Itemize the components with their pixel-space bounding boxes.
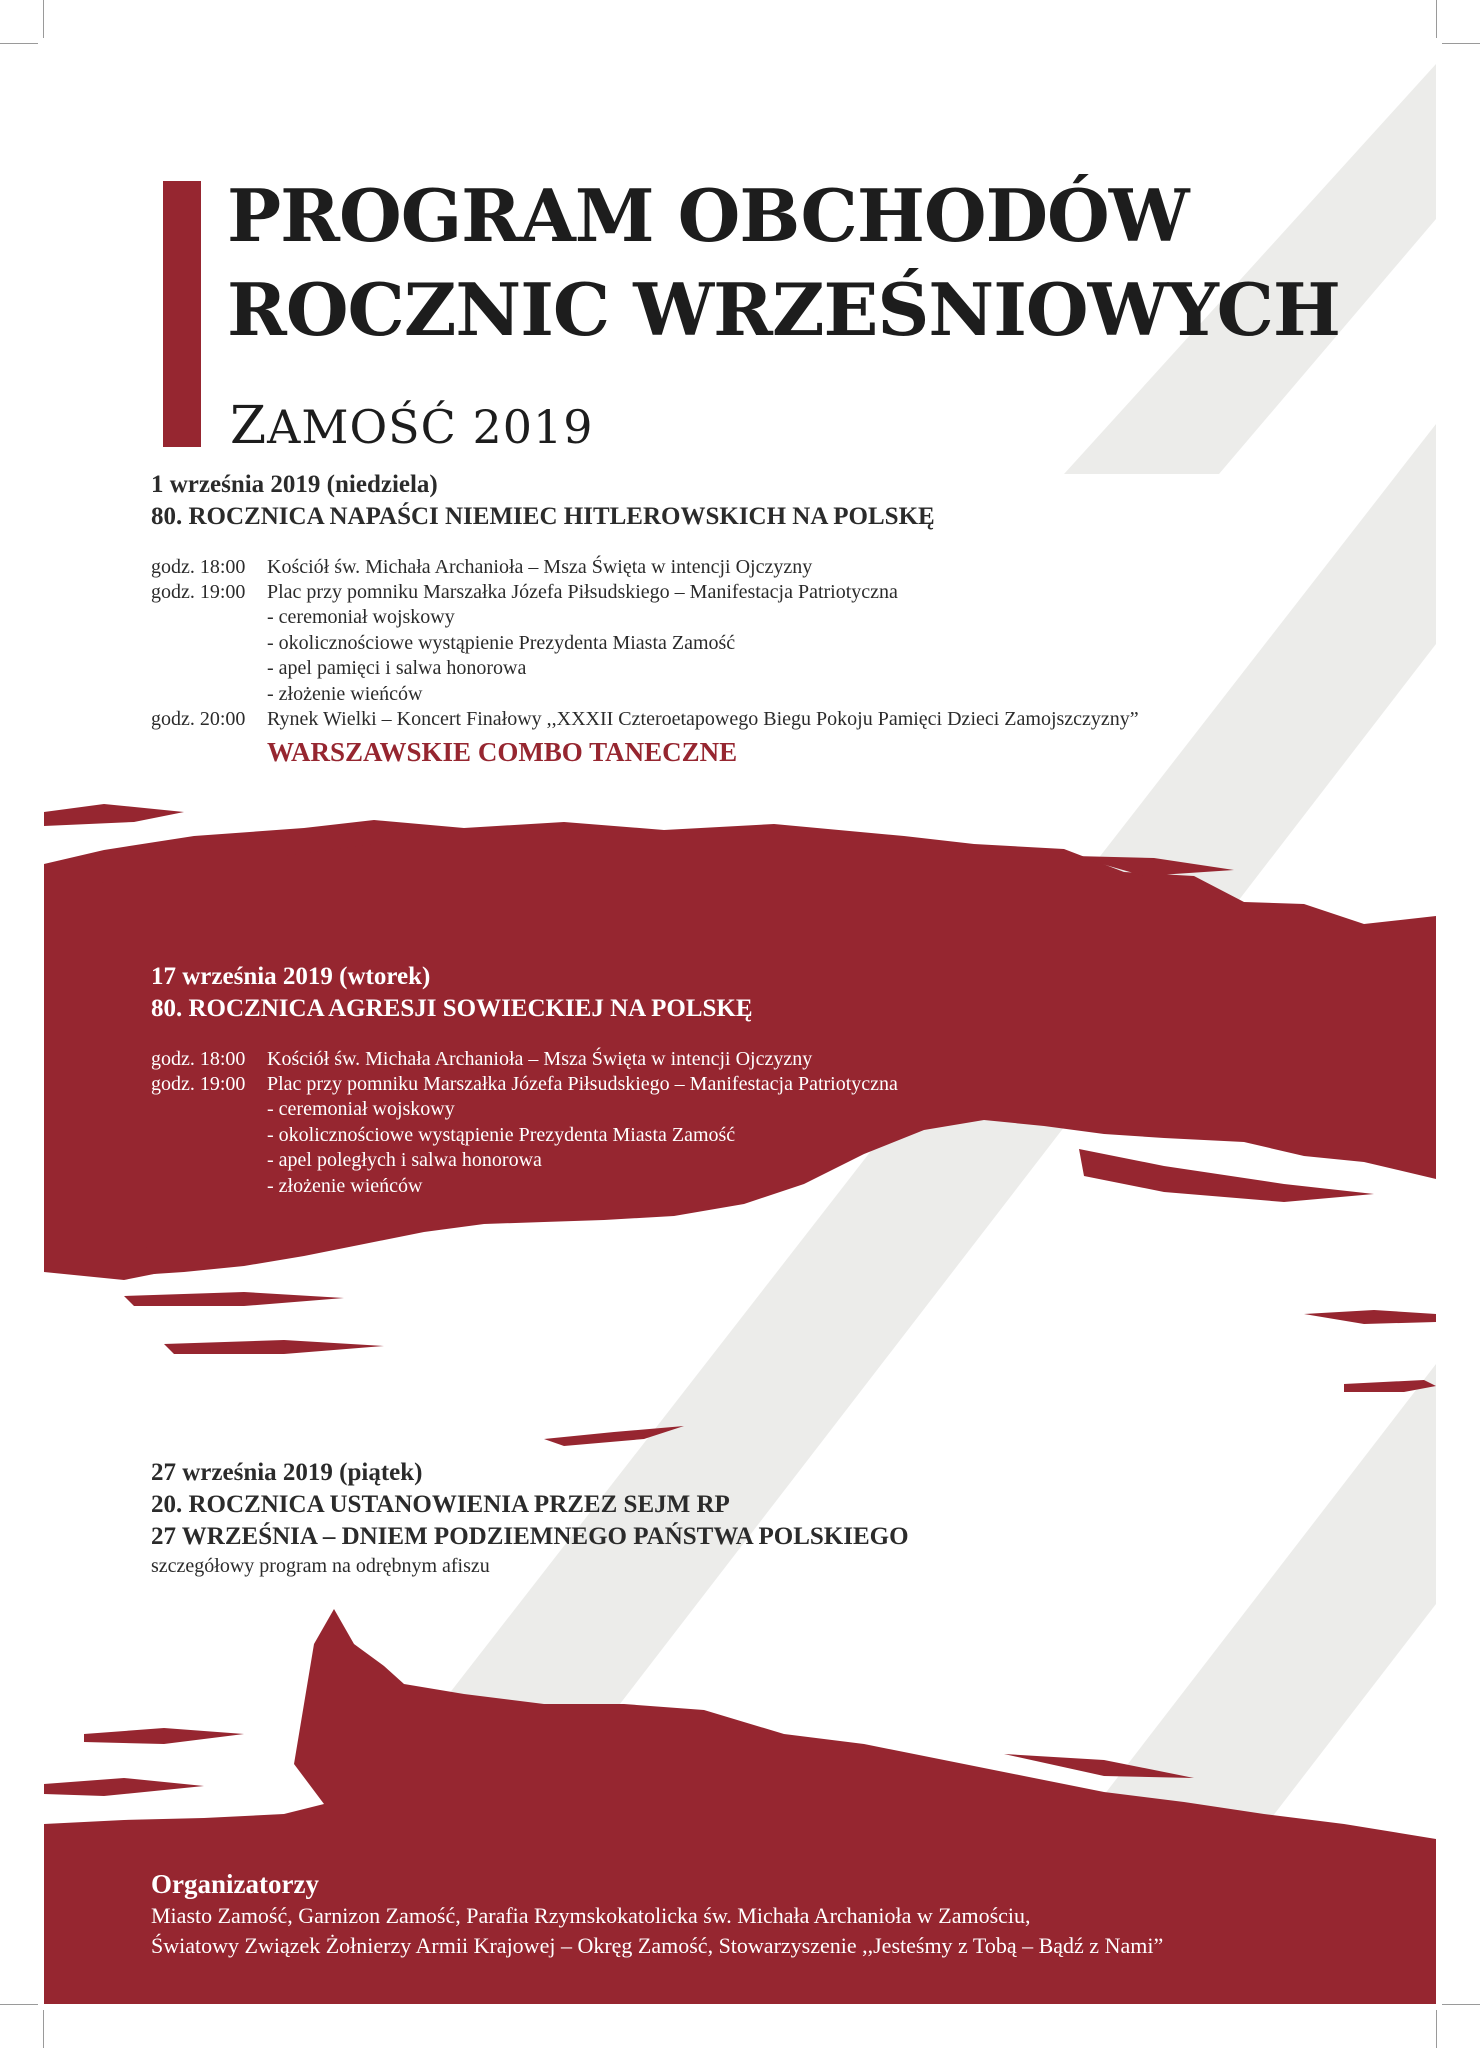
schedule-subitem: - okolicznościowe wystąpienie Prezydenta Miasta Zamość bbox=[267, 631, 736, 654]
schedule-text: Plac przy pomniku Marszałka Józefa Piłsudskiego – Manifestacja Patriotyczna bbox=[267, 581, 898, 603]
brush-fringe-5 bbox=[84, 1728, 244, 1744]
organizers-line: Miasto Zamość, Garnizon Zamość, Parafia Rzymskokatolicka św. Michała Archanioła w Zamościu, bbox=[151, 1903, 1031, 1928]
organizers-block bbox=[151, 1867, 1163, 1961]
crop-mark-bottom-left-h bbox=[0, 2004, 38, 2005]
schedule-subitem: - apel poległych i salwa honorowa bbox=[267, 1149, 542, 1171]
schedule-text: Rynek Wielki – Koncert Finałowy ,,XXXII Czteroetapowego Biegu Pokoju Pamięci Dzieci Zamojszczyzny” bbox=[267, 708, 1139, 730]
organizers-heading: Organizatorzy bbox=[151, 1869, 319, 1899]
title-accent-bar bbox=[163, 181, 201, 447]
brush-fringe-6 bbox=[44, 1778, 204, 1796]
section-title-line-1: 20. ROCZNICA USTANOWIENIA PRZEZ SEJM RP bbox=[151, 1491, 730, 1518]
section-title-line-2: 27 WRZEŚNIA – DNIEM PODZIEMNEGO PAŃSTWA POLSKIEGO bbox=[151, 1523, 909, 1550]
brush-streak-2 bbox=[164, 1340, 384, 1354]
schedule-text: Kościół św. Michała Archanioła – Msza Święta w intencji Ojczyzny bbox=[267, 1048, 813, 1070]
schedule-time: godz. 20:00 bbox=[151, 708, 246, 730]
schedule-subitem: - apel pamięci i salwa honorowa bbox=[267, 657, 527, 679]
section-date: 1 września 2019 (niedziela) bbox=[151, 471, 438, 498]
section-note: szczegółowy program na odrębnym afiszu bbox=[151, 1555, 490, 1577]
title-line-1: PROGRAM OBCHODÓW bbox=[227, 173, 1189, 258]
schedule-item bbox=[151, 555, 1139, 580]
brush-streak-3 bbox=[1304, 1310, 1436, 1324]
schedule-item bbox=[151, 707, 1139, 732]
schedule-item bbox=[151, 580, 1139, 605]
schedule-item bbox=[151, 1072, 898, 1097]
schedule-time: godz. 18:00 bbox=[151, 556, 246, 578]
crop-mark-top-left-v bbox=[43, 0, 44, 38]
section-sept-17 bbox=[151, 961, 898, 1199]
poster bbox=[44, 44, 1436, 2004]
schedule-subitem: - okolicznościowe wystąpienie Prezydenta Miasta Zamość bbox=[267, 1123, 736, 1146]
schedule-subitem: - ceremoniał wojskowy bbox=[267, 1098, 455, 1120]
section-sept-27 bbox=[151, 1457, 909, 1579]
subtitle-rest: AMOŚĆ 2019 bbox=[267, 400, 594, 454]
crop-mark-top-right-h bbox=[1442, 43, 1480, 44]
schedule-item bbox=[151, 1047, 898, 1072]
crop-mark-top-left-h bbox=[0, 43, 38, 44]
schedule-text: Plac przy pomniku Marszałka Józefa Piłsudskiego – Manifestacja Patriotyczna bbox=[267, 1073, 898, 1095]
section-date: 17 września 2019 (wtorek) bbox=[151, 963, 431, 990]
title-line-2: ROCZNIC WRZEŚNIOWYCH bbox=[227, 267, 1340, 352]
schedule-text: Kościół św. Michała Archanioła – Msza Święta w intencji Ojczyzny bbox=[267, 556, 813, 578]
section-sept-1 bbox=[151, 469, 1139, 770]
organizers-line: Światowy Związek Żołnierzy Armii Krajowej – Okręg Zamość, Stowarzyszenie ,,Jesteśmy z Tobą – Bądź z Nami” bbox=[151, 1933, 1164, 1958]
brush-streak-1 bbox=[124, 1292, 344, 1306]
schedule-time: godz. 18:00 bbox=[151, 1048, 246, 1070]
schedule-time: godz. 19:00 bbox=[151, 1073, 246, 1095]
crop-mark-bottom-right-h bbox=[1442, 2004, 1480, 2005]
section-title: 80. ROCZNICA AGRESJI SOWIECKIEJ NA POLSKĘ bbox=[151, 995, 753, 1022]
crop-mark-bottom-right-v bbox=[1436, 2010, 1437, 2048]
subtitle-initial: Z bbox=[230, 396, 268, 456]
section-title: 80. ROCZNICA NAPAŚCI NIEMIEC HITLEROWSKICH NA POLSKĘ bbox=[151, 503, 935, 530]
crop-mark-bottom-left-v bbox=[43, 2010, 44, 2048]
schedule-subitem: - złożenie wieńców bbox=[267, 1174, 423, 1197]
diagonal-stripe-lower bbox=[1074, 1364, 1436, 1834]
crop-mark-top-right-v bbox=[1436, 0, 1437, 38]
schedule-subitem: - złożenie wieńców bbox=[267, 682, 423, 705]
section-date: 27 września 2019 (piątek) bbox=[151, 1459, 423, 1486]
brush-fringe-1 bbox=[44, 804, 184, 826]
schedule-subitem: - ceremoniał wojskowy bbox=[267, 606, 455, 628]
schedule-time: godz. 19:00 bbox=[151, 581, 246, 603]
concert-performer: WARSZAWSKIE COMBO TANECZNE bbox=[267, 737, 738, 767]
subtitle-place-year bbox=[230, 396, 594, 456]
